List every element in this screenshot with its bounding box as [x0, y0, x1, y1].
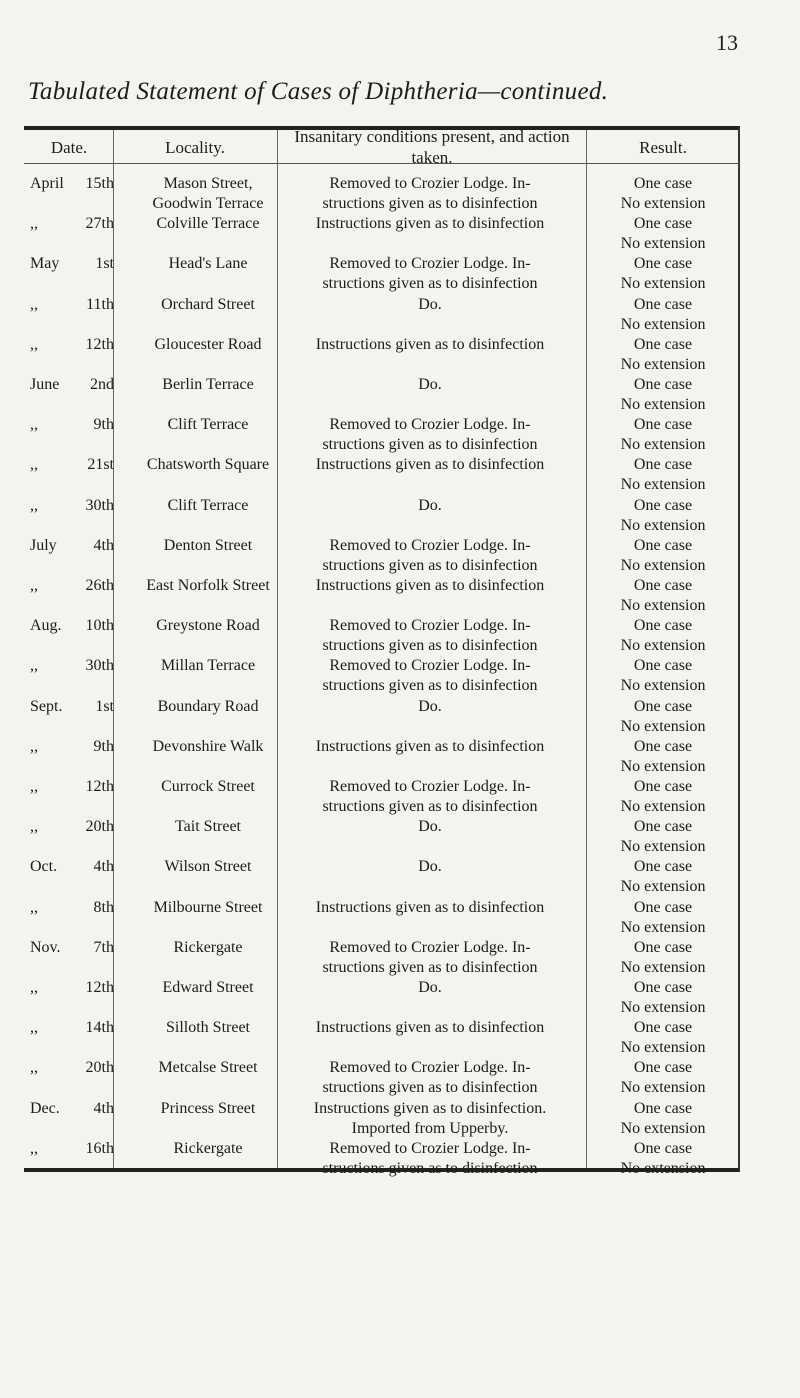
cell-locality-line: Edward Street: [162, 979, 254, 996]
date-month: April: [30, 175, 64, 192]
cell-conditions-line: structions given as to disinfection: [322, 677, 538, 695]
cell-locality: [118, 576, 298, 596]
cell-result: [590, 938, 736, 978]
date-day: 2nd: [90, 376, 114, 393]
cell-locality: [118, 616, 298, 636]
cell-result-line: No extension: [620, 637, 706, 655]
cell-result: [590, 697, 736, 737]
date-month: Aug.: [30, 617, 62, 635]
header-locality: Locality.: [165, 137, 225, 157]
date-month: May: [30, 255, 60, 273]
cell-conditions-line: Do.: [418, 376, 442, 393]
date-month: Oct.: [30, 858, 58, 876]
date-day: 12th: [85, 778, 114, 795]
cell-result: [590, 295, 736, 335]
cell-result-line: No extension: [620, 556, 706, 574]
cell-conditions: [282, 1139, 578, 1179]
cell-date: [30, 1018, 114, 1038]
cell-result: [590, 656, 736, 696]
cell-date: [30, 978, 114, 998]
cell-conditions: [282, 938, 578, 978]
cell-result-line: One case: [633, 295, 693, 313]
cell-conditions: [282, 576, 578, 596]
cell-result-line: No extension: [620, 1159, 706, 1177]
cell-date: [30, 536, 114, 556]
cell-locality-line: Clift Terrace: [167, 496, 249, 514]
cell-result-line: One case: [633, 617, 693, 635]
date-month: ,,: [30, 577, 38, 594]
cell-result-line: No extension: [620, 1079, 706, 1097]
cell-date: [30, 1058, 114, 1078]
cell-locality-line: Head's Lane: [168, 255, 248, 273]
table-row: [0, 415, 800, 454]
table-row: [0, 898, 800, 936]
cell-conditions: [282, 455, 578, 475]
cell-locality: [118, 415, 298, 435]
cell-date: [30, 898, 114, 918]
date-day: 1st: [95, 255, 114, 273]
date-month: ,,: [30, 496, 38, 514]
cell-date: [30, 737, 114, 757]
cell-locality: [118, 254, 298, 274]
cell-result-line: One case: [633, 376, 693, 393]
date-month: June: [30, 376, 60, 393]
cell-conditions-line: Do.: [418, 496, 442, 514]
cell-locality-line: Greystone Road: [156, 617, 260, 635]
cell-locality-line: Metcalse Street: [158, 1059, 258, 1077]
cell-locality: [118, 1058, 298, 1078]
cell-result: [590, 898, 736, 938]
cell-conditions-line: Removed to Crozier Lodge. In-: [329, 175, 531, 192]
date-day: 4th: [93, 1099, 114, 1117]
cell-result-line: One case: [633, 456, 693, 474]
cell-conditions-line: Removed to Crozier Lodge. In-: [329, 938, 531, 956]
date-month: ,,: [30, 898, 38, 916]
cell-result: [590, 857, 736, 897]
cell-conditions-line: Instructions given as to disinfection: [315, 898, 545, 916]
cell-result-line: No extension: [620, 516, 706, 534]
cell-conditions-line: Imported from Upperby.: [351, 1119, 509, 1137]
cell-locality: [118, 375, 298, 395]
cell-locality: [118, 656, 298, 676]
cell-result-line: No extension: [620, 195, 706, 212]
cell-locality: [118, 496, 298, 516]
cell-locality-line: East Norfolk Street: [146, 577, 270, 594]
cell-date: [30, 938, 114, 958]
cell-result: [590, 536, 736, 576]
date-day: 9th: [93, 737, 114, 755]
cell-conditions-line: Instructions given as to disinfection: [315, 215, 545, 233]
cell-conditions: [282, 295, 578, 315]
cell-date: [30, 214, 114, 234]
date-day: 4th: [93, 858, 114, 876]
date-month: ,,: [30, 335, 38, 353]
cell-date: [30, 616, 114, 636]
cell-date: [30, 415, 114, 435]
cell-locality-line: Gloucester Road: [154, 335, 262, 353]
table-row: [0, 1099, 800, 1137]
table-row: [0, 214, 800, 253]
cell-locality-line: Princess Street: [160, 1099, 256, 1117]
cell-locality: [118, 938, 298, 958]
date-day: 27th: [85, 215, 114, 233]
date-day: 11th: [86, 295, 114, 313]
cell-result-line: One case: [633, 898, 693, 916]
date-month: ,,: [30, 295, 38, 313]
cell-conditions-line: Removed to Crozier Lodge. In-: [329, 536, 531, 554]
date-day: 16th: [85, 1139, 114, 1157]
cell-conditions-line: structions given as to disinfection: [322, 798, 538, 815]
cell-date: [30, 174, 114, 194]
cell-result: [590, 817, 736, 857]
cell-date: [30, 335, 114, 355]
date-day: 1st: [95, 697, 114, 715]
cell-result-line: One case: [633, 737, 693, 755]
date-day: 12th: [85, 335, 114, 353]
column-divider-3: [586, 130, 587, 1168]
cell-conditions: [282, 496, 578, 516]
cell-date: [30, 1139, 114, 1159]
cell-result-line: No extension: [620, 717, 706, 735]
cell-conditions-line: Do.: [418, 818, 442, 836]
cell-conditions-line: Instructions given as to disinfection: [315, 335, 545, 353]
date-day: 15th: [85, 175, 114, 192]
cell-result: [590, 496, 736, 536]
cell-result-line: No extension: [620, 476, 706, 494]
cell-locality: [118, 978, 298, 998]
cell-conditions: [282, 1099, 578, 1139]
cell-result: [590, 1018, 736, 1058]
cell-result-line: No extension: [620, 798, 706, 815]
date-month: Dec.: [30, 1099, 60, 1117]
table-row: [0, 978, 800, 1016]
cell-result: [590, 1099, 736, 1139]
date-month: ,,: [30, 215, 38, 233]
cell-result-line: One case: [633, 536, 693, 554]
cell-result-line: No extension: [620, 757, 706, 775]
cell-conditions: [282, 214, 578, 234]
cell-conditions-line: structions given as to disinfection: [322, 436, 538, 454]
cell-conditions-line: Removed to Crozier Lodge. In-: [329, 657, 531, 675]
cell-conditions-line: Removed to Crozier Lodge. In-: [329, 255, 531, 273]
cell-conditions-line: Removed to Crozier Lodge. In-: [329, 1139, 531, 1157]
cell-locality-line: Colville Terrace: [156, 215, 260, 233]
cell-result-line: One case: [633, 657, 693, 675]
cell-result-line: No extension: [620, 355, 706, 373]
table-row: [0, 254, 800, 293]
date-month: ,,: [30, 456, 38, 474]
cell-conditions: [282, 375, 578, 395]
cell-conditions: [282, 174, 578, 214]
header-result: Result.: [639, 137, 687, 157]
header-conditions: Insanitary conditions present, and action taken.: [294, 127, 570, 167]
table-row: [0, 496, 800, 534]
cell-result-line: No extension: [620, 597, 706, 614]
cell-locality: [118, 536, 298, 556]
cell-conditions: [282, 697, 578, 717]
cell-result: [590, 415, 736, 455]
date-month: ,,: [30, 979, 38, 996]
cell-conditions-line: Do.: [418, 295, 442, 313]
cell-locality: [118, 857, 298, 877]
date-day: 30th: [85, 496, 114, 514]
cell-conditions-line: Removed to Crozier Lodge. In-: [329, 617, 531, 635]
cell-date: [30, 697, 114, 717]
column-divider-1: [113, 130, 114, 1168]
cell-date: [30, 455, 114, 475]
cell-conditions: [282, 415, 578, 455]
cell-conditions-line: Do.: [418, 979, 442, 996]
cell-conditions-line: Instructions given as to disinfection: [315, 1019, 545, 1037]
cell-result: [590, 375, 736, 415]
cell-result-line: One case: [633, 1139, 693, 1157]
table-row: [0, 1018, 800, 1057]
date-day: 9th: [93, 416, 114, 434]
cell-result-line: One case: [633, 577, 693, 594]
cell-locality-line: Clift Terrace: [167, 416, 249, 434]
cell-locality: [118, 455, 298, 475]
cell-result: [590, 254, 736, 294]
cell-result: [590, 1058, 736, 1098]
cell-result-line: No extension: [620, 396, 706, 413]
cell-result-line: No extension: [620, 958, 706, 976]
header-date: Date.: [50, 137, 88, 157]
cell-conditions: [282, 978, 578, 998]
cell-conditions-line: structions given as to disinfection: [322, 1079, 538, 1097]
cell-result-line: No extension: [620, 677, 706, 695]
cell-result-line: One case: [633, 1019, 693, 1037]
date-day: 20th: [85, 818, 114, 836]
cell-conditions: [282, 616, 578, 656]
cell-locality-line: Devonshire Walk: [152, 737, 264, 755]
cell-locality: [118, 174, 298, 214]
table-row: [0, 697, 800, 735]
date-month: ,,: [30, 778, 38, 795]
date-month: Nov.: [30, 938, 61, 956]
cell-result-line: No extension: [620, 1039, 706, 1057]
cell-result: [590, 777, 736, 817]
date-day: 26th: [85, 577, 114, 594]
cell-result-line: One case: [633, 1059, 693, 1077]
cell-conditions-line: Do.: [418, 697, 442, 715]
page-title: Tabulated Statement of Cases of Diphtheria—continued.: [28, 78, 609, 105]
table-row: [0, 335, 800, 373]
cell-conditions-line: Instructions given as to disinfection: [315, 577, 545, 594]
cell-result-line: No extension: [620, 235, 706, 253]
date-month: ,,: [30, 416, 38, 434]
cell-conditions-line: structions given as to disinfection: [322, 556, 538, 574]
cell-conditions: [282, 898, 578, 918]
table-row: [0, 295, 800, 333]
cell-locality-line: Rickergate: [173, 938, 243, 956]
cell-locality: [118, 737, 298, 757]
cell-conditions: [282, 777, 578, 817]
cell-conditions-line: Removed to Crozier Lodge. In-: [329, 778, 531, 795]
cell-result-line: One case: [633, 416, 693, 434]
table-row: [0, 857, 800, 896]
cell-result-line: No extension: [620, 315, 706, 333]
cell-locality: [118, 295, 298, 315]
cell-date: [30, 295, 114, 315]
cell-conditions: [282, 817, 578, 837]
cell-locality: [118, 335, 298, 355]
cell-locality: [118, 777, 298, 797]
cell-conditions-line: structions given as to disinfection: [322, 275, 538, 293]
cell-locality: [118, 1018, 298, 1038]
cell-result-line: No extension: [620, 838, 706, 856]
cell-conditions-line: Instructions given as to disinfection: [315, 737, 545, 755]
cell-result-line: No extension: [620, 436, 706, 454]
cell-locality-line: Denton Street: [163, 536, 253, 554]
cell-locality-line: Boundary Road: [157, 697, 259, 715]
cell-conditions: [282, 1058, 578, 1098]
cell-locality-line: Chatsworth Square: [146, 456, 270, 474]
cell-result-line: No extension: [620, 878, 706, 896]
date-month: ,,: [30, 737, 38, 755]
cell-conditions: [282, 254, 578, 294]
cell-result-line: One case: [633, 858, 693, 876]
cell-result: [590, 455, 736, 495]
date-month: ,,: [30, 1059, 38, 1077]
cell-result: [590, 737, 736, 777]
date-day: 14th: [85, 1019, 114, 1037]
cell-result: [590, 174, 736, 214]
table-row: [0, 375, 800, 413]
date-day: 12th: [85, 979, 114, 996]
date-month: ,,: [30, 1139, 38, 1157]
cell-locality-line: Goodwin Terrace: [152, 195, 264, 212]
date-day: 7th: [93, 938, 114, 956]
date-month: Sept.: [30, 697, 63, 715]
cell-conditions-line: Do.: [418, 858, 442, 876]
cell-conditions: [282, 656, 578, 696]
cell-result-line: One case: [633, 938, 693, 956]
cell-locality-line: Tait Street: [175, 818, 241, 836]
cell-conditions-line: structions given as to disinfection: [322, 1159, 538, 1177]
cell-locality-line: Mason Street,: [163, 175, 253, 192]
cell-locality-line: Currock Street: [161, 778, 255, 795]
cell-result-line: One case: [633, 979, 693, 996]
date-day: 8th: [93, 898, 114, 916]
cell-date: [30, 254, 114, 274]
cell-result-line: One case: [633, 778, 693, 795]
cell-date: [30, 496, 114, 516]
cell-conditions-line: Instructions given as to disinfection.: [313, 1099, 547, 1117]
cell-locality: [118, 214, 298, 234]
cell-date: [30, 375, 114, 395]
cell-date: [30, 1099, 114, 1119]
date-month: ,,: [30, 818, 38, 836]
table-row: [0, 1139, 800, 1177]
cell-conditions-line: structions given as to disinfection: [322, 195, 538, 212]
cell-result-line: No extension: [620, 1119, 706, 1137]
cell-result-line: No extension: [620, 999, 706, 1016]
cell-conditions: [282, 335, 578, 355]
cell-result-line: One case: [633, 697, 693, 715]
cell-locality: [118, 898, 298, 918]
table-row: [0, 536, 800, 574]
table-row: [0, 174, 800, 212]
cell-result-line: One case: [633, 1099, 693, 1117]
cell-conditions-line: Removed to Crozier Lodge. In-: [329, 416, 531, 434]
table-row: [0, 817, 800, 856]
date-day: 30th: [85, 657, 114, 675]
cell-locality-line: Berlin Terrace: [162, 376, 254, 393]
cell-locality: [118, 1139, 298, 1159]
date-month: ,,: [30, 1019, 38, 1037]
cell-date: [30, 817, 114, 837]
table-row: [0, 576, 800, 614]
table-row: [0, 616, 800, 655]
cell-locality: [118, 1099, 298, 1119]
cell-conditions-line: Instructions given as to disinfection: [315, 456, 545, 474]
cell-conditions-line: structions given as to disinfection: [322, 958, 538, 976]
cell-conditions-line: structions given as to disinfection: [322, 637, 538, 655]
table-row: [0, 737, 800, 775]
cell-date: [30, 656, 114, 676]
cell-conditions: [282, 737, 578, 757]
cell-conditions-line: Removed to Crozier Lodge. In-: [329, 1059, 531, 1077]
cell-result: [590, 214, 736, 254]
cell-locality-line: Milbourne Street: [153, 898, 263, 916]
cell-result: [590, 1139, 736, 1179]
table-row: [0, 938, 800, 976]
cell-result: [590, 616, 736, 656]
cell-date: [30, 857, 114, 877]
cell-result-line: No extension: [620, 275, 706, 293]
cell-result-line: No extension: [620, 918, 706, 936]
date-month: July: [30, 536, 57, 554]
cell-result-line: One case: [633, 255, 693, 273]
cell-locality: [118, 697, 298, 717]
date-day: 20th: [85, 1059, 114, 1077]
cell-locality-line: Rickergate: [173, 1139, 243, 1157]
cell-result-line: One case: [633, 335, 693, 353]
cell-conditions: [282, 1018, 578, 1038]
cell-result-line: One case: [633, 215, 693, 233]
cell-conditions: [282, 857, 578, 877]
cell-locality-line: Silloth Street: [166, 1019, 250, 1037]
cell-date: [30, 777, 114, 797]
page-number: 13: [716, 30, 738, 55]
table-row: [0, 777, 800, 815]
cell-locality-line: Wilson Street: [164, 858, 252, 876]
date-month: ,,: [30, 657, 38, 675]
cell-conditions: [282, 536, 578, 576]
table-row: [0, 455, 800, 494]
cell-result-line: One case: [633, 818, 693, 836]
cell-result: [590, 978, 736, 1018]
column-divider-2: [277, 130, 278, 1168]
cell-locality-line: Orchard Street: [161, 295, 255, 313]
cell-date: [30, 576, 114, 596]
cell-locality-line: Millan Terrace: [160, 657, 256, 675]
cell-locality: [118, 817, 298, 837]
cell-result: [590, 335, 736, 375]
table-row: [0, 656, 800, 695]
cell-result-line: One case: [633, 496, 693, 514]
date-day: 4th: [93, 536, 114, 554]
date-day: 10th: [85, 617, 114, 635]
cell-result: [590, 576, 736, 616]
date-day: 21st: [87, 456, 114, 474]
table-row: [0, 1058, 800, 1097]
cell-result-line: One case: [633, 175, 693, 192]
